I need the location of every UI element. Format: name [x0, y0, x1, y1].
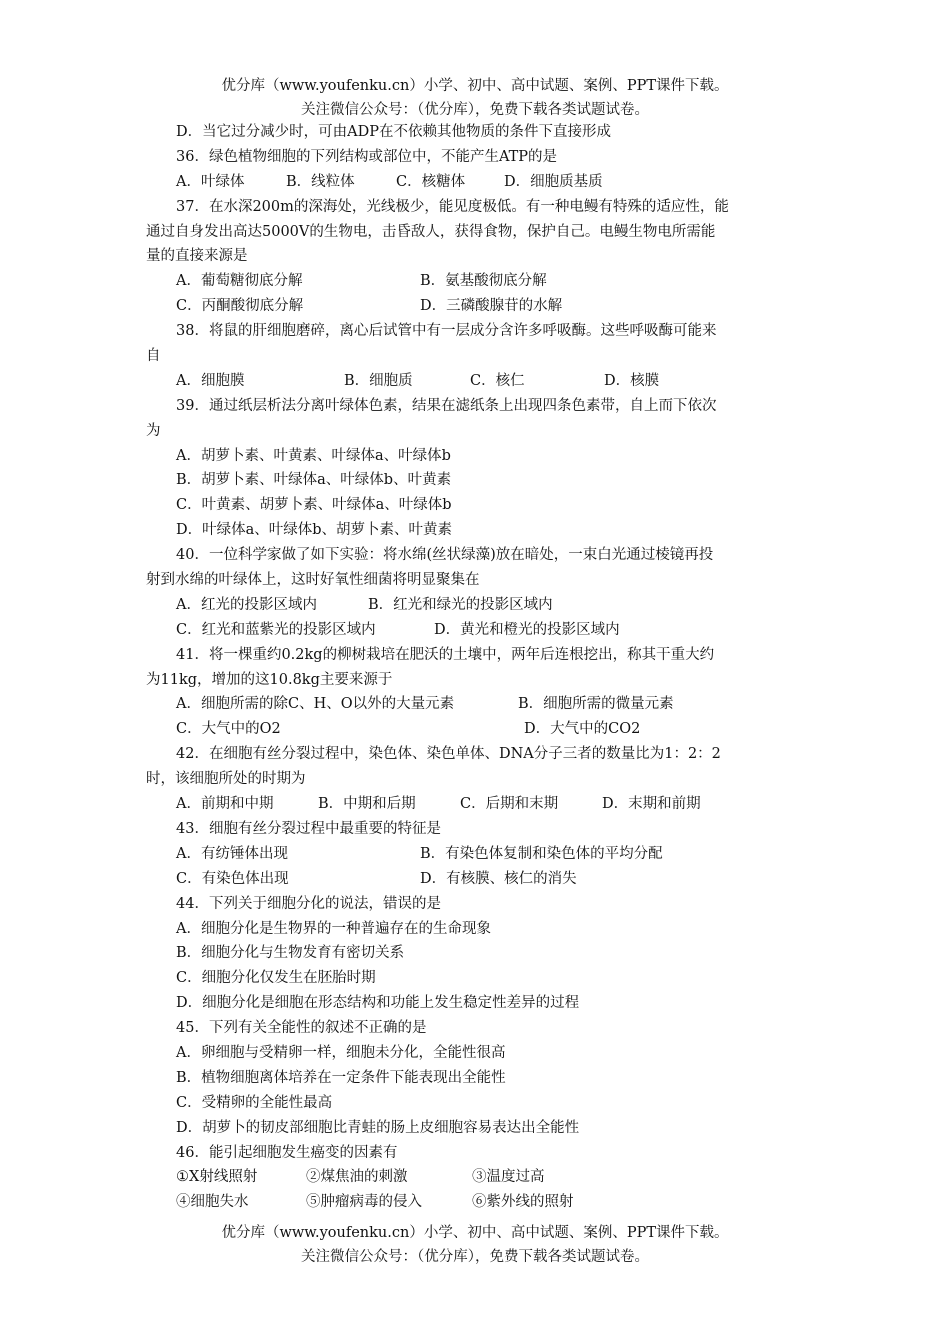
q37-stem-line-2: 通过自身发出高达5000V的生物电，击昏敌人，获得食物，保护自己。电鳗生物电所需能 [146, 223, 716, 240]
q38-stem-line-1: 38．将鼠的肝细胞磨碎，离心后试管中有一层成分含许多呼吸酶。这些呼吸酶可能来 [176, 323, 717, 340]
q40-option-d: D．黄光和橙光的投影区域内 [434, 621, 620, 638]
q38-stem-line-2: 自 [146, 348, 161, 365]
q44-option-a: A．细胞分化是生物界的一种普遍存在的生命现象 [176, 920, 491, 937]
q44-option-d: D．细胞分化是细胞在形态结构和功能上发生稳定性差异的过程 [176, 995, 580, 1012]
q40-options-row-2 [146, 618, 806, 643]
q42-stem-line-2: 时，该细胞所处的时期为 [146, 771, 306, 788]
q39-option-c: C．叶黄素、胡萝卜素、叶绿体a、叶绿体b [176, 497, 452, 514]
q43-stem: 43．细胞有丝分裂过程中最重要的特征是 [176, 820, 441, 837]
q41-stem-line-1: 41．将一棵重约0.2kg的柳树栽培在肥沃的土壤中，两年后连根挖出，称其干重大约 [176, 646, 715, 663]
q41-options-row-1 [146, 692, 806, 717]
q39-stem-line-1: 39．通过纸层析法分离叶绿体色素，结果在滤纸条上出现四条色素带，自上而下依次 [176, 397, 717, 414]
q46-options-row-1 [146, 1165, 806, 1190]
q38-option-a: A．细胞膜 [176, 372, 245, 389]
q43-option-a: A．有纺锤体出现 [176, 845, 288, 862]
q39-option-a: A．胡萝卜素、叶黄素、叶绿体a、叶绿体b [176, 447, 451, 464]
q36-option-c: C．核糖体 [396, 173, 466, 190]
q39-option-d: D．叶绿体a、叶绿体b、胡萝卜素、叶黄素 [176, 522, 453, 539]
q39-option-b: B．胡萝卜素、叶绿体a、叶绿体b、叶黄素 [176, 472, 452, 489]
question-list [146, 120, 806, 1215]
q41-stem-line-2: 为11kg，增加的这10.8kg主要来源于 [146, 671, 393, 688]
q46-option-5: ⑤肿瘤病毒的侵入 [306, 1194, 422, 1211]
q36-stem: 36．绿色植物细胞的下列结构或部位中，不能产生ATP的是 [176, 148, 558, 165]
q45-option-a: A．卵细胞与受精卵一样，细胞未分化，全能性很高 [176, 1044, 506, 1061]
q43-option-c: C．有染色体出现 [176, 870, 289, 887]
q40-stem-line-2: 射到水绵的叶绿体上，这时好氧性细菌将明显聚集在 [146, 572, 480, 589]
q46-option-3: ③温度过高 [472, 1169, 545, 1186]
q41-option-b: B．细胞所需的微量元素 [518, 696, 674, 713]
q36-option-a: A．叶绿体 [176, 173, 245, 190]
q37-options-row-2 [146, 294, 806, 319]
q43-option-d: D．有核膜、核仁的消失 [420, 870, 577, 887]
q46-option-1: ①X射线照射 [176, 1169, 258, 1186]
q36-option-d: D．细胞质基质 [504, 173, 603, 190]
q45-stem: 45．下列有关全能性的叙述不正确的是 [176, 1020, 427, 1037]
q43-options-row-2 [146, 867, 806, 892]
q39-stem-line-2: 为 [146, 422, 161, 439]
q35-option-d: D．当它过分减少时，可由ADP在不依赖其他物质的条件下直接形成 [176, 124, 611, 140]
q46-option-6: ⑥紫外线的照射 [472, 1194, 574, 1211]
q40-option-c: C．红光和蓝紫光的投影区域内 [176, 621, 376, 638]
q44-option-c: C．细胞分化仅发生在胚胎时期 [176, 970, 376, 987]
q42-option-a: A．前期和中期 [176, 796, 274, 813]
q44-stem: 44．下列关于细胞分化的说法，错误的是 [176, 895, 441, 912]
q45-option-c: C．受精卵的全能性最高 [176, 1094, 333, 1111]
q40-option-a: A．红光的投影区域内 [176, 596, 317, 613]
q42-options [146, 792, 806, 817]
q43-options-row-1 [146, 842, 806, 867]
q37-stem-line-3: 量的直接来源是 [146, 248, 248, 265]
header-line-1: 优分库（www.youfenku.cn）小学、初中、高中试题、案例、PPT课件下载。 [221, 78, 729, 94]
footer-line-2: 关注微信公众号：（优分库），免费下载各类试题试卷。 [301, 1249, 649, 1265]
q36-option-b: B．线粒体 [286, 173, 355, 190]
q41-options-row-2 [146, 717, 806, 742]
q40-options-row-1 [146, 593, 806, 618]
header-line-2: 关注微信公众号：（优分库），免费下载各类试题试卷。 [301, 102, 649, 118]
q42-stem-line-1: 42．在细胞有丝分裂过程中，染色体、染色单体、DNA分子三者的数量比为1：2：2 [176, 746, 721, 763]
q38-option-d: D．核膜 [604, 372, 660, 389]
q37-option-d: D．三磷酸腺苷的水解 [420, 298, 563, 315]
q38-options [146, 369, 806, 394]
q42-option-d: D．末期和前期 [602, 796, 701, 813]
page-footer [0, 1221, 950, 1269]
q38-option-b: B．细胞质 [344, 372, 413, 389]
q42-option-b: B．中期和后期 [318, 796, 416, 813]
footer-line-1: 优分库（www.youfenku.cn）小学、初中、高中试题、案例、PPT课件下载。 [221, 1225, 729, 1241]
q37-option-b: B．氨基酸彻底分解 [420, 273, 547, 290]
q40-stem-line-1: 40．一位科学家做了如下实验：将水绵(丝状绿藻)放在暗处，一束白光通过棱镜再投 [176, 547, 714, 564]
q41-option-a: A．细胞所需的除C、H、O以外的大量元素 [176, 696, 455, 713]
q45-option-d: D．胡萝卜的韧皮部细胞比青蛙的肠上皮细胞容易表达出全能性 [176, 1119, 580, 1136]
q37-option-a: A．葡萄糖彻底分解 [176, 273, 303, 290]
q46-option-2: ②煤焦油的刺激 [306, 1169, 408, 1186]
q42-option-c: C．后期和末期 [460, 796, 559, 813]
q37-options-row-1 [146, 269, 806, 294]
q43-option-b: B．有染色体复制和染色体的平均分配 [420, 845, 663, 862]
q46-stem: 46．能引起细胞发生癌变的因素有 [176, 1144, 398, 1161]
q37-option-c: C．丙酮酸彻底分解 [176, 298, 304, 315]
q44-option-b: B．细胞分化与生物发育有密切关系 [176, 945, 405, 962]
q46-option-4: ④细胞失水 [176, 1194, 249, 1211]
q36-options [146, 170, 806, 195]
q37-stem-line-1: 37．在水深200m的深海处，光线极少，能见度极低。有一种电鳗有特殊的适应性，能 [176, 198, 729, 215]
q38-option-c: C．核仁 [470, 372, 525, 389]
page-header [0, 74, 950, 122]
q41-option-c: C．大气中的O2 [176, 721, 281, 738]
q41-option-d: D．大气中的CO2 [524, 721, 641, 738]
q40-option-b: B．红光和绿光的投影区域内 [368, 596, 553, 613]
q45-option-b: B．植物细胞离体培养在一定条件下能表现出全能性 [176, 1069, 506, 1086]
q46-options-row-2 [146, 1190, 806, 1215]
